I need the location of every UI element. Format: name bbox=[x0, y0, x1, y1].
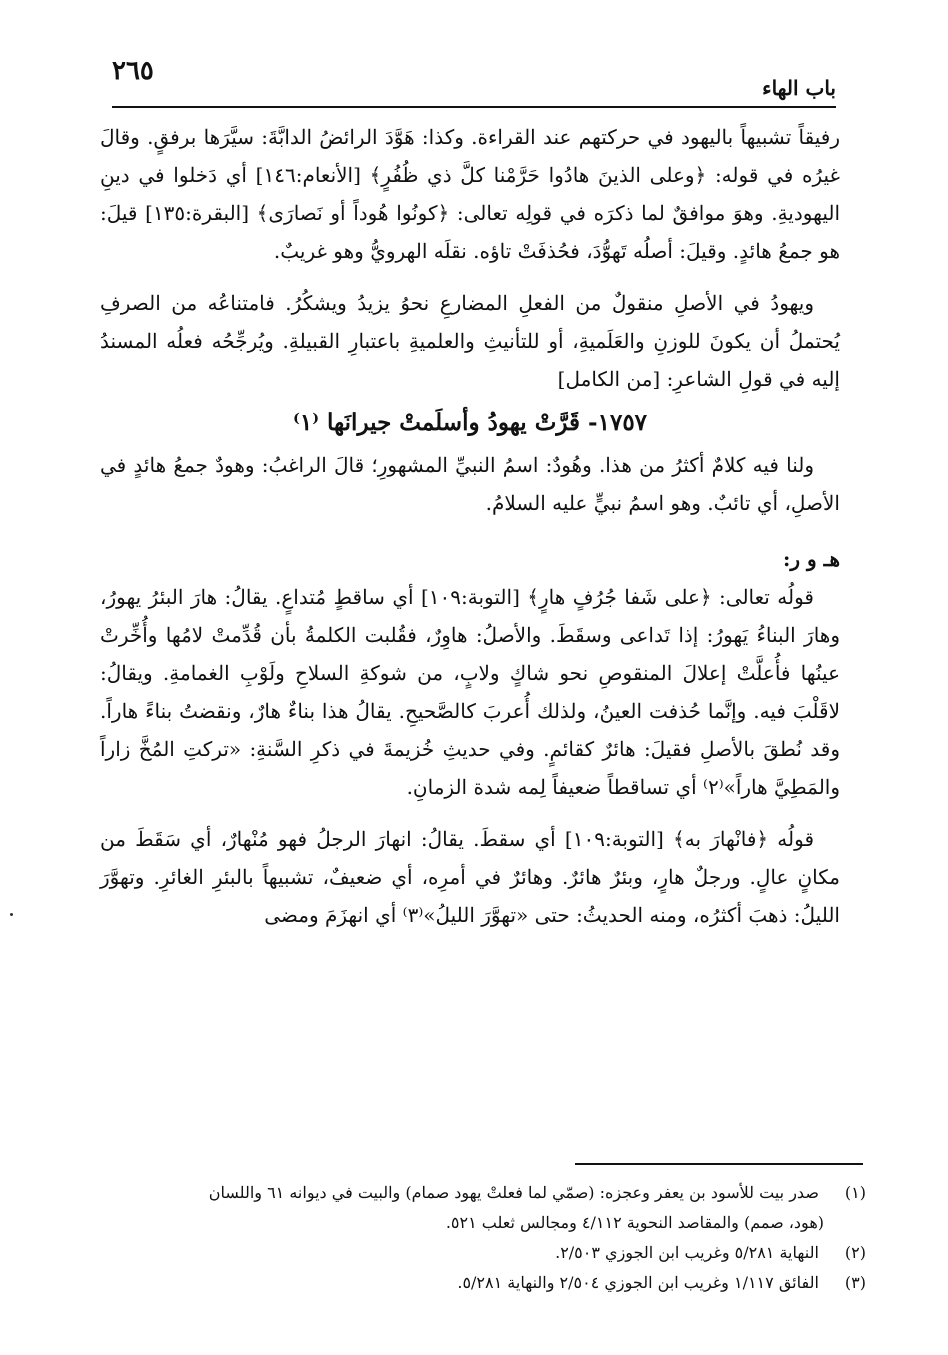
page-header bbox=[112, 56, 836, 108]
paragraph-4: قولُه تعالى: ﴿على شَفا جُرُفٍ هارٍ﴾ [التوبة:١٠٩] أي ساقطٍ مُتداعٍ. يقالُ: هارَ البئرُ يهورُ، وهارَ البناءُ يَهورُ: إذا تَداعى وسقَطَ. والأصلُ: هاوِرٌ، فقُلبت الكلمةُ بأن قُدِّمتْ لامُها وأُخِّرتْ عينُها فأُعلَّتْ إعلالَ المنقوصِ نحو شاكٍ ولابٍ، من شوكةِ السلاحِ ولَوْبِ الغمامةِ. ويقالُ: لاقَلْبَ فيه. وإنَّما حُذفت العينُ، ولذلك أُعربَ كالصَّحيحِ. يقالُ هذا بناءٌ هارٌ، ونقضتُ بناءً هاراً. وقد نُطقَ بالأصلِ فقيلَ: هائرٌ كقائمٍ. وفي حديثِ خُزيمةَ في ذكرِ السَّنةِ: «تركتِ المُخَّ زاراً والمَطِيَّ هاراً»⁽٢⁾ أي تساقطاً ضعيفاً لِمه شدة الزمانِ. bbox=[100, 585, 840, 799]
footnote-1 bbox=[108, 1178, 866, 1208]
footnote-text: النهاية ٥/٢٨١ وغريب ابن الجوزي ٢/٥٠٣. bbox=[555, 1243, 819, 1262]
margin-dot bbox=[10, 913, 13, 916]
section-heading: هـ و ر: bbox=[782, 547, 840, 571]
paragraph-2: ويهودُ في الأصلِ منقولٌ من الفعلِ المضارعِ نحوُ يزيدُ ويشكُرُ. فامتناعُه من الصرفِ يُحتملُ أن يكونَ للوزنِ والعَلَميةِ، أو للتأنيثِ والعلميةِ باعتبارِ القبيلةِ. ويُرجِّحُه فعلُه المسندُ إليه في قولِ الشاعرِ: [من الكامل] bbox=[100, 291, 840, 391]
footnote-1-continuation: (هود، صمم) والمقاصد النحوية ٤/١١٢ ومجالس ثعلب ٥٢١. bbox=[445, 1213, 824, 1232]
footnote-separator bbox=[575, 1163, 863, 1165]
paragraph-3: ولنا فيه كلامٌ أكثرُ من هذا. وهُودٌ: اسمُ النبيِّ المشهورِ؛ قالَ الراغبُ: وهودٌ جمعُ هائدٍ في الأصلِ، أي تائبٌ. وهو اسمُ نبيٍّ عليه السلامُ. bbox=[100, 453, 840, 515]
footnote-text: الفائق ١/١١٧ وغريب ابن الجوزي ٢/٥٠٤ والنهاية ٥/٢٨١. bbox=[457, 1273, 819, 1292]
paragraph-1: رفيقاً تشبيهاً باليهود في حركتهم عند القراءة. وكذا: هَوَّدَ الرائضُ الدابَّةَ: سيَّرَها برفقٍ. وقالَ غيرُه في قوله: ﴿وعلى الذينَ هادُوا حَرَّمْنا كلَّ ذي ظُفُرٍ﴾ [الأنعام:١٤٦] أي دَخلوا في دينِ اليهوديةِ. وهوَ موافقٌ لما ذكرَه في قولِه تعالى: ﴿كونُوا هُوداً أو نَصارَى﴾ [البقرة:١٣٥] قيلَ: هو جمعُ هائدٍ. وقيلَ: أصلُه تَهوُّدَ، فحُذفَتْ تاؤه. نقلَه الهرويُّ وهو غريبٌ. bbox=[100, 125, 841, 263]
paragraph-5: قولُه ﴿فانْهارَ به﴾ [التوبة:١٠٩] أي سقطَ. يقالُ: انهارَ الرجلُ فهو مُنْهارٌ، أي سَقَطَ من مكانٍ عالٍ. ورجلٌ هارٍ، وبئرٌ هائرٌ. وهائرٌ في أمرِه، أي ضعيفٌ، تشبيهاً بالبئرِ الغائرِ. وتهوَّرَ الليلُ: ذهبَ أكثرُه، ومنه الحديثُ: حتى «تهوَّرَ الليلُ»⁽٣⁾ أي انهزَمَ ومضى bbox=[100, 827, 840, 927]
footnote-number: (٢) bbox=[844, 1243, 866, 1262]
page-number: ٢٦٥ bbox=[112, 56, 154, 86]
footnote-text: صدر بيت للأسود بن يعفر وعجزه: (صمّي لما فعلتْ يهود صمام) والبيت في ديوانه ٦١ واللسان bbox=[208, 1183, 819, 1202]
footnotes bbox=[108, 1178, 866, 1298]
footnote-number: (٣) bbox=[844, 1273, 866, 1292]
main-text bbox=[100, 118, 840, 934]
footnote-3 bbox=[108, 1268, 866, 1298]
footnote-number: (١) bbox=[844, 1183, 866, 1202]
chapter-title: باب الهاء bbox=[762, 76, 836, 100]
footnote-2 bbox=[108, 1238, 866, 1268]
poetry-verse: ١٧٥٧- قَرَّتْ يهودُ وأسلَمتْ جيرانَها ⁽١⁾ bbox=[292, 409, 648, 436]
